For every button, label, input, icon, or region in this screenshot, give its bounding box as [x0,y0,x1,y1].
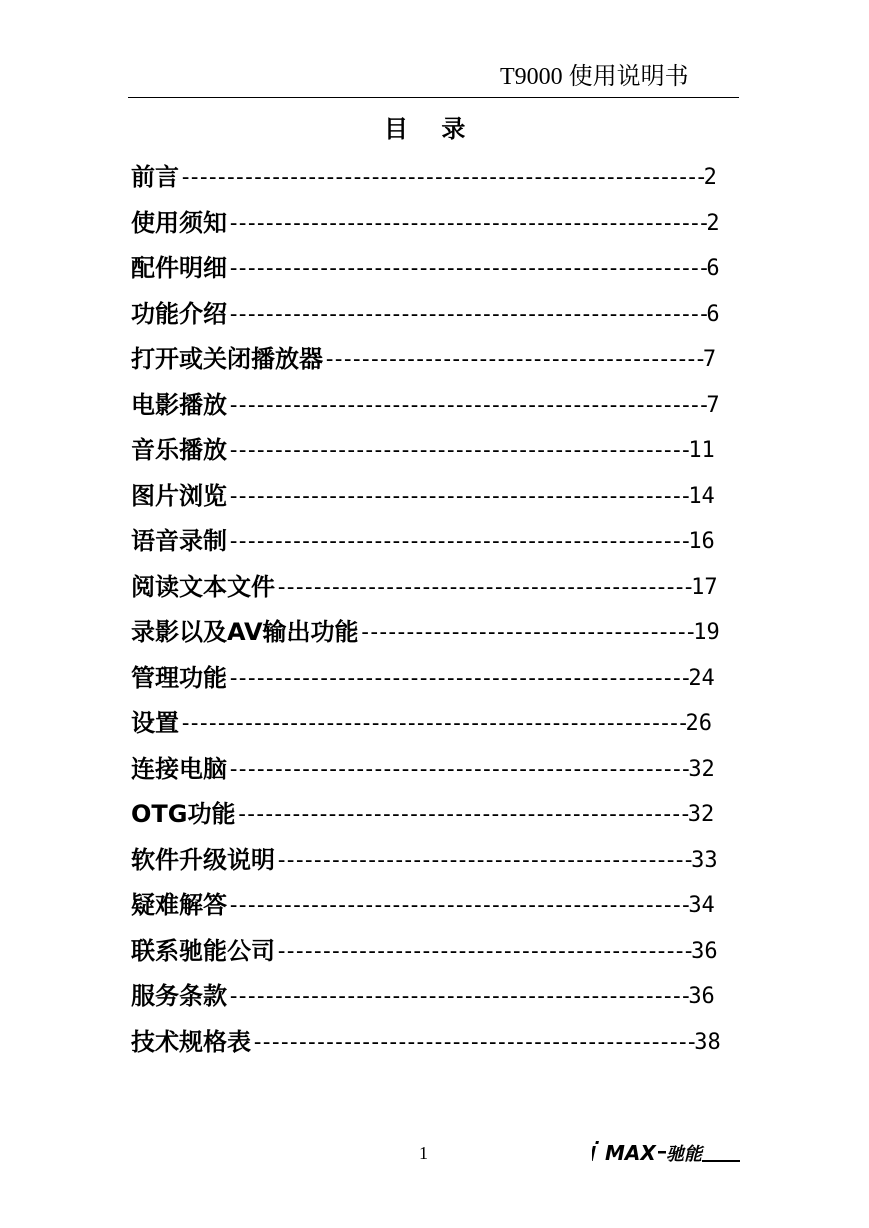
toc-entry-label: 电影播放 [131,390,227,419]
toc-entry-leader: ----------------------------------------------------- [227,392,707,418]
toc-entry-leader: --------------------------------------------------- [227,756,689,782]
page-number: 1 [419,1143,428,1163]
toc-entry-label: 音乐播放 [131,436,227,464]
toc-entry-label: 图片浏览 [131,481,227,510]
toc-entry [131,428,741,474]
toc-entry-leader: --------------------------------------------------- [227,438,689,463]
toc-entry [131,929,741,975]
toc-entry-leader: ----------------------------------------------------- [227,210,707,236]
toc-entry-leader: -------------------------------------------------------- [179,711,686,736]
toc-entry-page: 2 [706,210,720,236]
toc-entry [131,383,741,429]
toc-entry-leader: ---------------------------------------------- [275,847,692,873]
toc-entry-page: 19 [693,620,720,645]
toc-entry-page: 24 [688,665,715,691]
toc-entry [131,656,741,702]
toc-entry-label: 软件升级说明 [131,845,275,874]
toc-entry-label: 疑难解答 [131,891,227,919]
toc-entry-leader: ---------------------------------------------- [275,574,692,600]
toc-entry-label: 前言 [131,163,179,191]
document-title: T9000 使用说明书 [500,64,689,90]
toc-entry-leader: -------------------------------------------------- [235,802,688,827]
toc-entry [131,292,741,338]
svg-text:驰能: 驰能 [666,1144,702,1165]
toc-entry-leader: --------------------------------------------------- [227,665,689,691]
toc-entry-label: 使用须知 [131,208,227,237]
toc-entry-leader: --------------------------------------------------- [227,984,689,1009]
toc-entry [131,747,741,793]
toc-entry [131,155,741,201]
toc-entry-leader: --------------------------------------------------- [227,529,689,554]
toc-entry-label: 设置 [131,709,179,737]
toc-entry [131,246,741,292]
toc-entry-page: 32 [687,802,715,827]
toc-entry-page: 36 [691,938,718,964]
toc-entry-label: 配件明细 [131,254,227,282]
toc-entry [131,519,741,565]
toc-entry-label: 功能介绍 [131,299,227,328]
toc-entry-leader: ----------------------------------------------------- [227,301,707,327]
toc-entry-leader: ----------------------------------------------------- [227,256,707,281]
imax-logo [592,1136,742,1166]
toc-entry-label: 连接电脑 [131,754,227,783]
toc-entry [131,974,741,1020]
toc-entry-label: 联系驰能公司 [131,936,275,965]
toc-entry-leader: --------------------------------------------------- [227,893,689,918]
toc-entry-page: 36 [688,984,715,1009]
toc-entry [131,201,741,247]
toc-entry-label: 服务条款 [131,982,227,1010]
toc-entry-page: 2 [703,165,717,190]
toc-entry-page: 7 [702,347,717,372]
toc-entry-leader: ------------------------------------- [358,620,694,645]
toc-entry-page: 17 [691,574,718,600]
toc-entry-page: 7 [706,392,720,418]
toc-entry-leader: ------------------------------------------ [323,347,703,372]
toc-entry-page: 32 [688,756,715,782]
toc-entry-page: 26 [685,711,713,736]
toc-entry-page: 11 [688,438,715,463]
toc-entry [131,565,741,611]
toc-entry-leader: ---------------------------------------------------------- [179,165,704,190]
toc-entry-page: 38 [694,1029,721,1055]
toc-entry [131,838,741,884]
toc-entry [131,474,741,520]
toc-entry [131,610,741,656]
table-of-contents [131,155,741,1065]
toc-entry-label: 管理功能 [131,663,227,692]
toc-entry-page: 34 [688,893,715,918]
header-rule [128,97,739,98]
toc-entry-page: 14 [688,483,715,509]
toc-entry-page: 6 [706,301,720,327]
toc-entry-label: OTG功能 [131,800,236,828]
toc-entry [131,1020,741,1066]
toc-entry-leader: ------------------------------------------------- [251,1029,695,1055]
toc-entry [131,337,741,383]
toc-entry-leader: ---------------------------------------------- [275,938,692,964]
toc-entry-page: 33 [691,847,718,873]
toc-entry [131,883,741,929]
toc-entry [131,792,741,838]
toc-entry [131,701,741,747]
toc-entry-label: 录影以及AV输出功能 [131,618,359,646]
toc-entry-page: 16 [688,529,715,554]
svg-text:MAX: MAX [605,1141,656,1165]
toc-heading: 目 录 [384,114,466,143]
toc-entry-leader: --------------------------------------------------- [227,483,689,509]
toc-entry-label: 打开或关闭播放器 [131,345,323,373]
toc-entry-page: 6 [706,256,720,281]
toc-entry-label: 技术规格表 [131,1027,251,1056]
toc-entry-label: 阅读文本文件 [131,572,275,601]
toc-entry-label: 语音录制 [131,527,227,555]
